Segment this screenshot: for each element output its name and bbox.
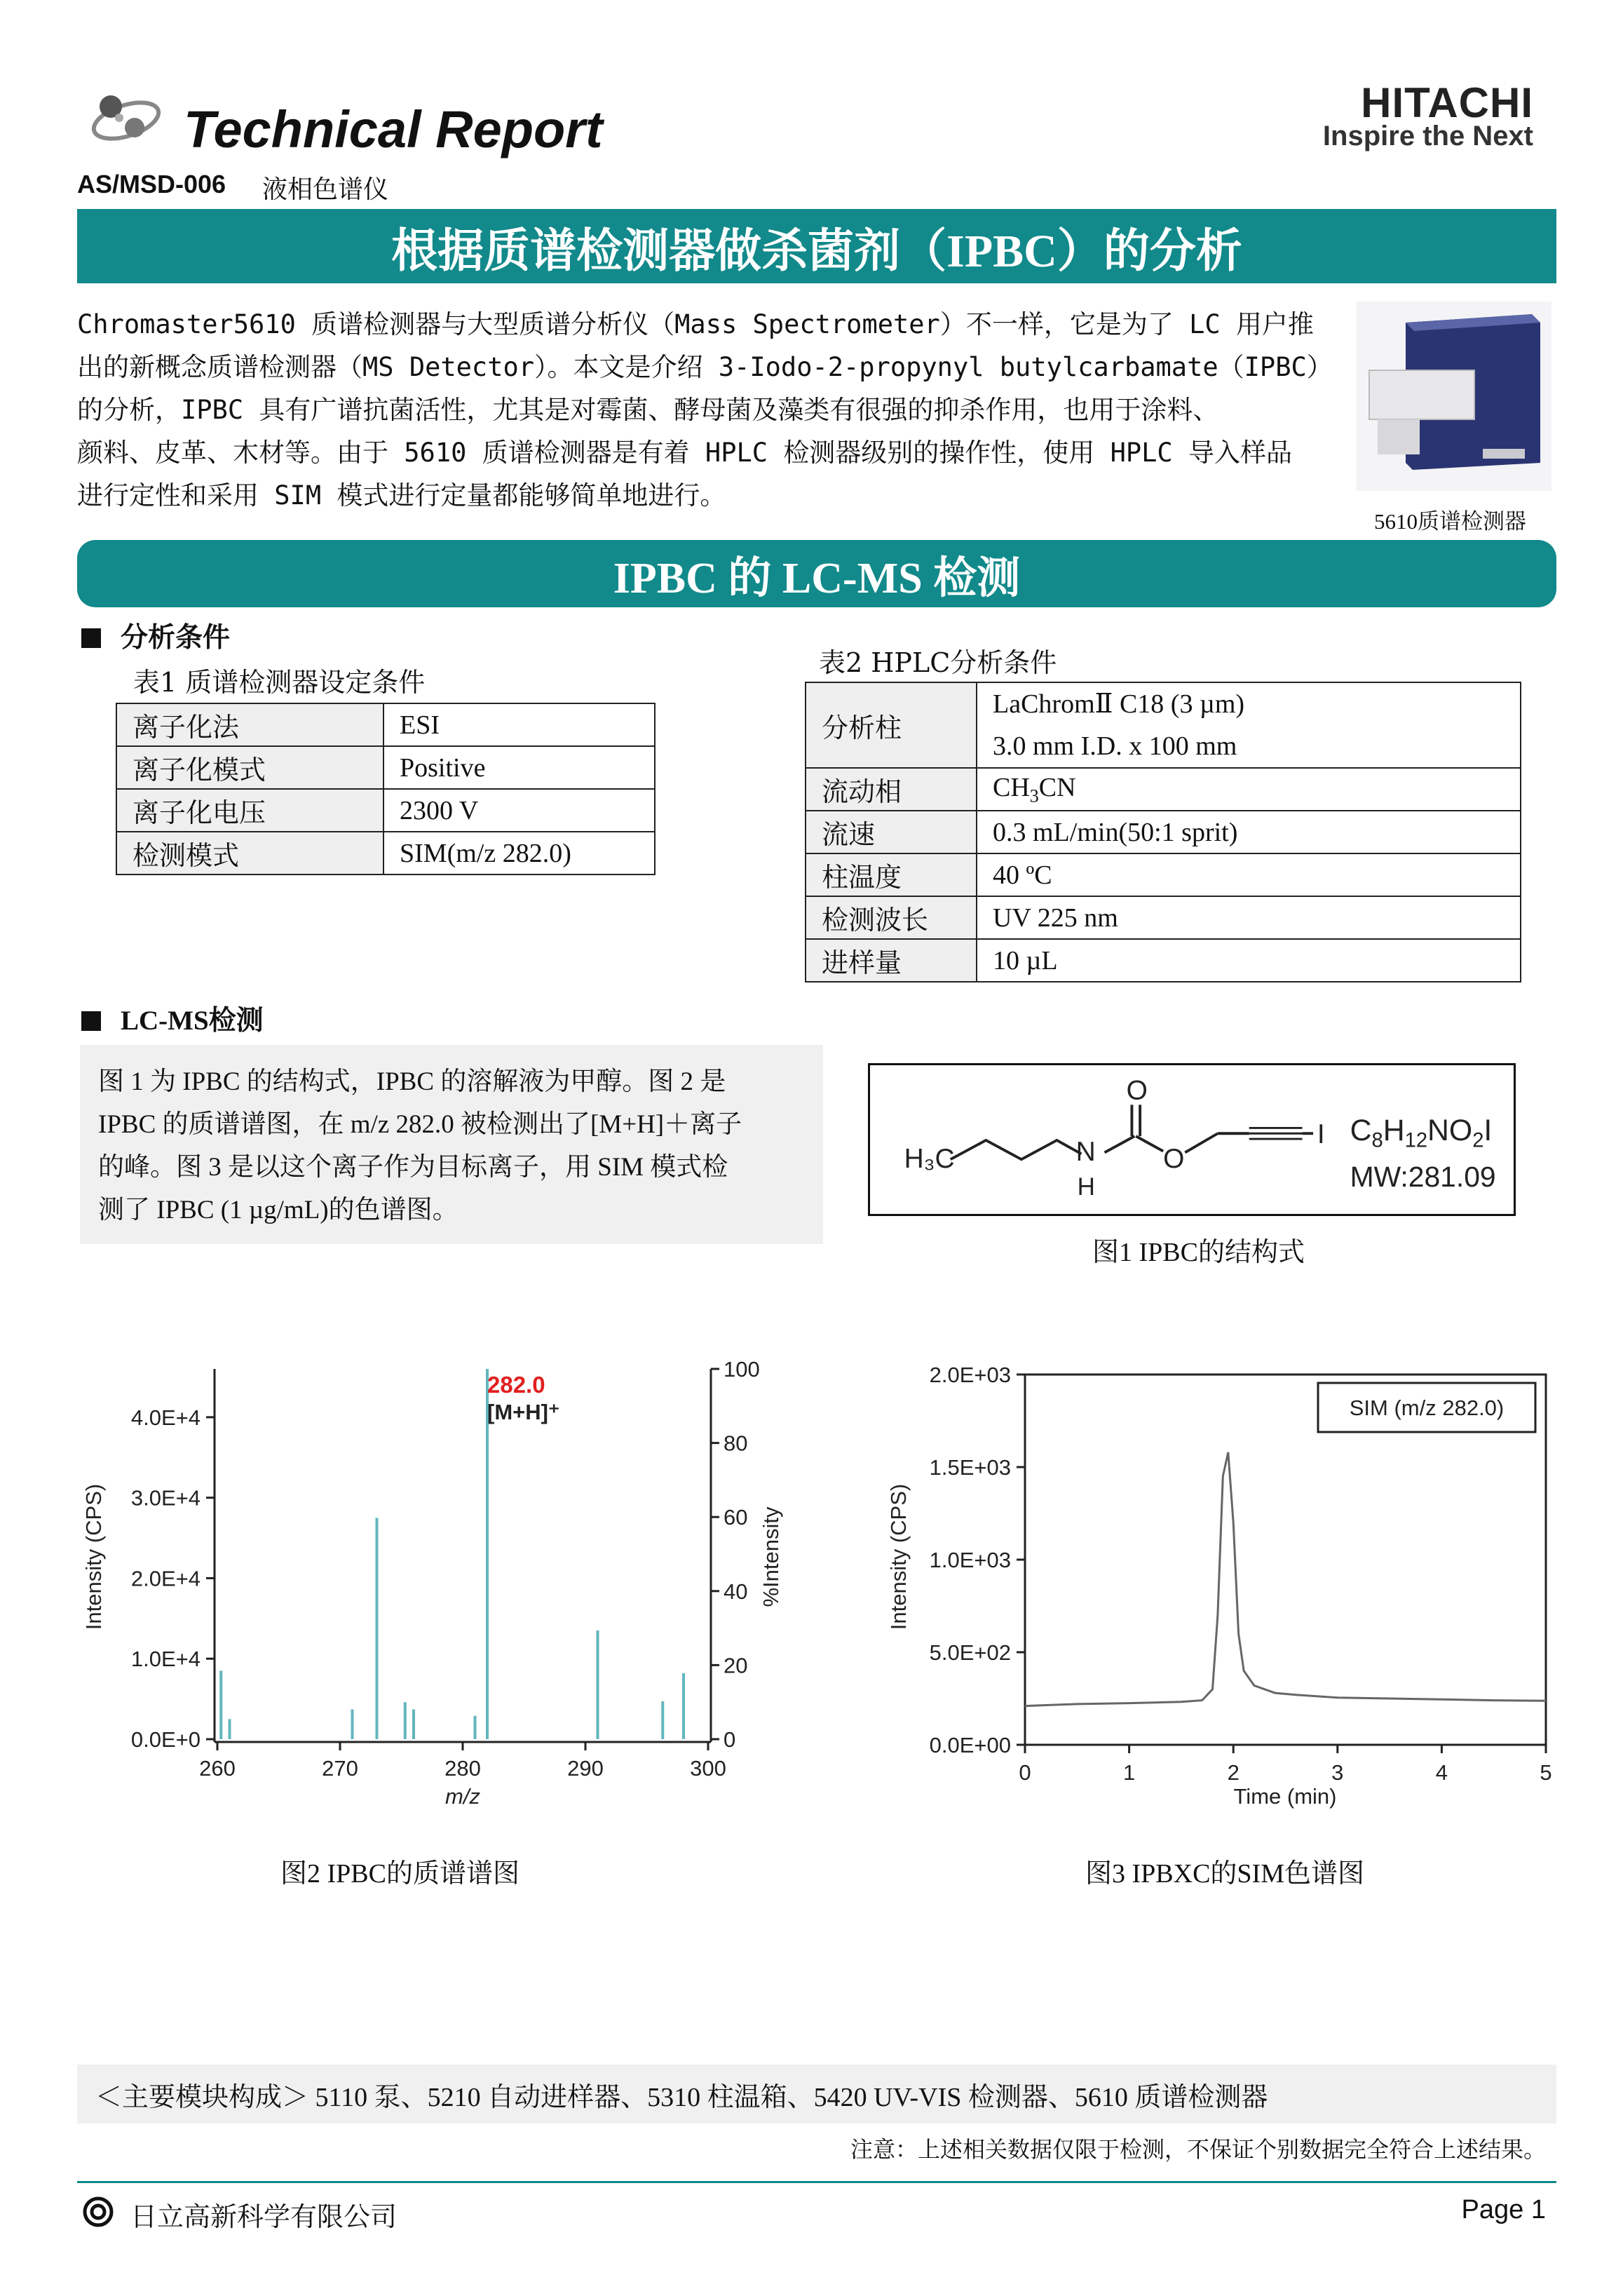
disclaimer-notice: 注意：上述相关数据仅限于检测，不保证个别数据完全符合上述结果。: [850, 2137, 1546, 2162]
atom-h3c: H₃C: [904, 1143, 955, 1174]
table-value: $CH_3CN$: [977, 768, 1521, 811]
intro-line: 进行定性和采用 SIM 模式进行定量都能够简单地进行。: [77, 480, 726, 511]
lcms-line: 图 1 为 IPBC 的结构式，IPBC 的溶解液为甲醇。图 2 是: [98, 1067, 726, 1096]
table-key: 离子化电压: [116, 789, 383, 832]
doc-code: AS/MSD-006: [77, 170, 226, 198]
atom-o-top: O: [1126, 1075, 1148, 1106]
table-value: 0.3 mL/min(50:1 sprit): [977, 811, 1521, 853]
y-tick-label: 4.0E+4: [130, 1405, 201, 1430]
table1-caption: 表1 质谱检测器设定条件: [133, 667, 426, 698]
table-key: 离子化模式: [116, 746, 383, 789]
square-bullet-icon: [81, 628, 101, 648]
square-bullet-icon: [81, 1011, 101, 1031]
brand-name: HITACHI: [1361, 79, 1533, 126]
y-axis-label: Intensity (CPS): [81, 1483, 106, 1630]
intro-line: Chromaster5610 质谱检测器与大型质谱分析仪（Mass Spectrometer）不一样，它是为了 LC 用户推: [77, 309, 1314, 339]
y2-tick-label: 0: [724, 1727, 736, 1752]
table-row: [806, 811, 1521, 853]
atom-i: I: [1317, 1119, 1325, 1149]
intro-line: 出的新概念质谱检测器（MS Detector）。本文是介绍 3-Iodo-2-propynyl butylcarbamate（IPBC）: [77, 352, 1333, 382]
y-tick-label: 5.0E+02: [929, 1640, 1011, 1665]
y2-tick-label: 20: [724, 1653, 748, 1678]
hitachi-mark-icon: [83, 2196, 114, 2227]
lcms-line: IPBC 的质谱谱图，在 m/z 282.0 被检测出了[M+H]＋离子: [98, 1110, 742, 1139]
table-row: [116, 703, 655, 746]
brand-tagline: Inspire the Next: [1322, 121, 1533, 151]
y-tick-label: 3.0E+4: [130, 1485, 201, 1511]
mass-spectrum-chart: [70, 1346, 799, 1809]
table-key: 流动相: [806, 768, 977, 811]
table2-caption: 表2 HPLC分析条件: [819, 647, 1057, 678]
sim-chromatogram-chart: [876, 1346, 1556, 1809]
device-caption: 5610质谱检测器: [1374, 509, 1526, 534]
table-value: LaChromⅡ C18 (3 µm) 3.0 mm I.D. x 100 mm: [977, 682, 1521, 768]
x-tick-label: 3: [1331, 1760, 1344, 1785]
table-value: Positive: [383, 746, 655, 789]
legend-label: SIM (m/z 282.0): [1349, 1396, 1505, 1420]
x-tick-label: 4: [1435, 1760, 1448, 1785]
table-row: [806, 682, 1521, 768]
company-name: 日立高新科学有限公司: [130, 2203, 398, 2232]
intro-paragraph: [77, 303, 1339, 517]
footer-divider: [77, 2181, 1556, 2183]
fig3-caption: 图3 IPBXC的SIM色谱图: [1085, 1859, 1364, 1889]
table-key: 离子化法: [116, 703, 383, 746]
report-title: Technical Report: [184, 100, 603, 158]
table-row: [806, 939, 1521, 982]
table-value: 10 µL: [977, 939, 1521, 982]
conditions-heading: 分析条件: [81, 616, 230, 655]
x-tick-label: 290: [567, 1756, 604, 1781]
section-banner: IPBC 的 LC-MS 检测: [77, 540, 1556, 607]
ms-settings-table: [116, 703, 656, 875]
x-tick-label: 1: [1122, 1760, 1136, 1785]
globe-logo-icon: [83, 83, 167, 153]
table-row: [116, 746, 655, 789]
y-axis-label: Intensity (CPS): [886, 1483, 911, 1630]
table-value: 40 ºC: [977, 853, 1521, 896]
table-key: 进样量: [806, 939, 977, 982]
page-number: Page 1: [1461, 2195, 1546, 2224]
intro-line: 的分析，IPBC 具有广谱抗菌活性，尤其是对霉菌、酵母菌及藻类有很强的抑杀作用，也用于涂料、: [77, 395, 1219, 425]
y2-tick-label: 100: [724, 1357, 760, 1382]
table-row: [116, 789, 655, 832]
chromatogram-trace: [1025, 1452, 1546, 1706]
table-row: [806, 768, 1521, 811]
table-key: 流速: [806, 811, 977, 853]
atom-o-ring: O: [1163, 1143, 1185, 1174]
y2-tick-label: 60: [724, 1505, 748, 1530]
x-axis-label: m/z: [445, 1784, 480, 1809]
molecular-weight: MW:281.09: [1350, 1161, 1496, 1194]
table-value: ESI: [383, 703, 655, 746]
table-row: [806, 853, 1521, 896]
y-tick-label: 0.0E+0: [130, 1727, 201, 1752]
table-key: 检测模式: [116, 832, 383, 874]
table-key: 柱温度: [806, 853, 977, 896]
ms-detector-photo: [1357, 302, 1551, 491]
y-tick-label: 1.0E+4: [130, 1647, 201, 1672]
ipbc-structure-figure: [868, 1063, 1516, 1216]
table-row: [116, 832, 655, 874]
lcms-heading: LC-MS检测: [81, 999, 264, 1038]
lcms-description-box: [80, 1045, 823, 1244]
doc-category: 液相色谱仪: [262, 175, 389, 204]
main-title-banner: 根据质谱检测器做杀菌剂（IPBC）的分析: [77, 209, 1556, 283]
hplc-conditions-table: [805, 682, 1521, 982]
x-axis-label: Time (min): [1233, 1784, 1337, 1809]
fig2-caption: 图2 IPBC的质谱谱图: [280, 1859, 520, 1889]
x-tick-label: 280: [444, 1756, 481, 1781]
x-tick-label: 260: [199, 1756, 236, 1781]
y-tick-label: 1.0E+03: [929, 1548, 1011, 1572]
y-tick-label: 2.0E+03: [929, 1363, 1011, 1387]
table-key: 检测波长: [806, 896, 977, 939]
atom-n: N: [1075, 1137, 1096, 1168]
table-value: 2300 V: [383, 789, 655, 832]
y-tick-label: 2.0E+4: [130, 1566, 201, 1591]
intro-line: 颜料、皮革、木材等。由于 5610 质谱检测器是有着 HPLC 检测器级别的操作性，使用 HPLC 导入样品: [77, 438, 1292, 468]
atom-h: H: [1077, 1173, 1095, 1201]
table-key: 分析柱: [806, 682, 977, 768]
y-tick-label: 1.5E+03: [929, 1455, 1011, 1480]
table-value: UV 225 nm: [977, 896, 1521, 939]
x-tick-label: 270: [322, 1756, 358, 1781]
molecular-formula: $C_8H_{12}NO_2I$: [1350, 1113, 1493, 1152]
lcms-line: 测了 IPBC (1 µg/mL)的色谱图。: [98, 1196, 459, 1224]
x-tick-label: 2: [1227, 1760, 1240, 1785]
modules-bar: ＜主要模块构成＞ 5110 泵、5210 自动进样器、5310 柱温箱、5420 UV-VIS 检测器、5610 质谱检测器: [77, 2065, 1556, 2123]
fig1-caption: 图1 IPBC的结构式: [1092, 1238, 1305, 1267]
x-tick-label: 300: [690, 1756, 726, 1781]
y2-axis-label: %Intensity: [759, 1506, 783, 1607]
lcms-line: 的峰。图 3 是以这个离子作为目标离子，用 SIM 模式检: [98, 1153, 728, 1182]
peak-annotation-mz: 282.0: [487, 1372, 545, 1398]
x-tick-label: 0: [1019, 1760, 1031, 1785]
y2-tick-label: 80: [724, 1431, 748, 1456]
y2-tick-label: 40: [724, 1579, 748, 1604]
table-row: [806, 896, 1521, 939]
x-tick-label: 5: [1540, 1760, 1552, 1785]
y-tick-label: 0.0E+00: [929, 1733, 1011, 1757]
peak-annotation-ion: [M+H]⁺: [487, 1400, 560, 1424]
table-value: SIM(m/z 282.0): [383, 832, 655, 874]
